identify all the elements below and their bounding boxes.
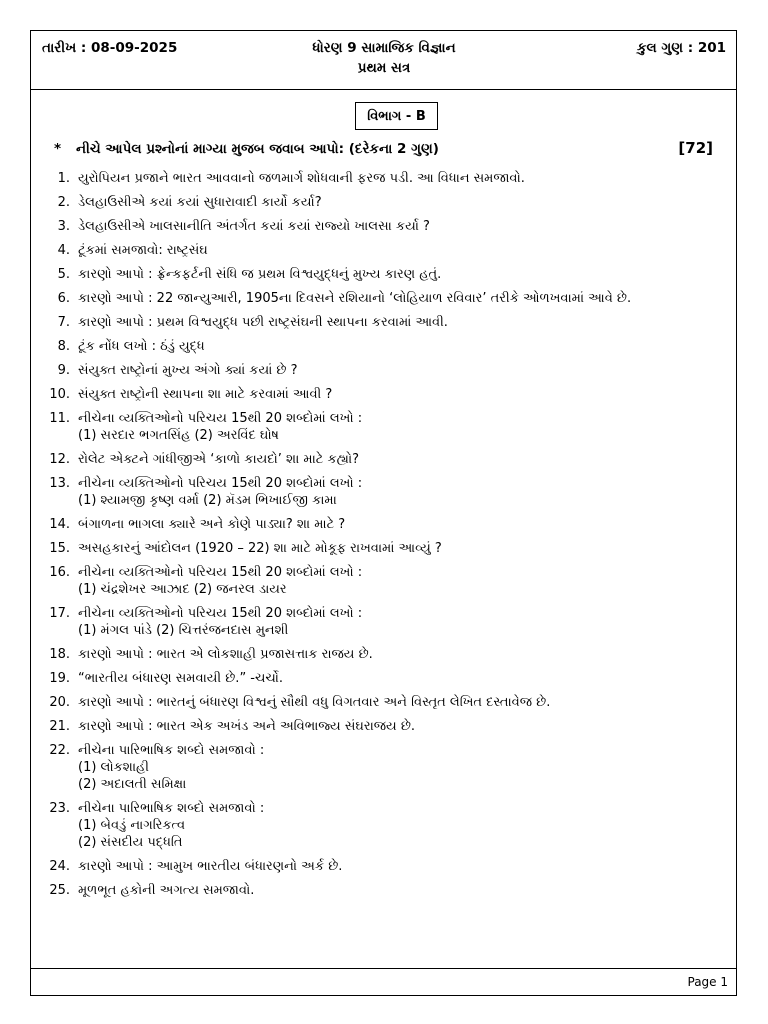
question-number: 11. (49, 411, 70, 426)
question-line: (2) અદાલતી સમિક્ષા (78, 777, 187, 792)
exam-date: તારીખ : 08-09-2025 (42, 40, 178, 56)
question-line: રોલેટ એક્ટને ગાંધીજીએ ‘કાળો કાયદો’ શા માટે કહ્યો? (78, 452, 360, 467)
question-text (78, 290, 730, 307)
question-line: કારણો આપો : ભારત એ લોકશાહી પ્રજાસત્તાક રાજય છે. (78, 647, 373, 662)
question-line: (2) સંસદીય પદ્ધતિ (78, 835, 183, 850)
header-divider (30, 89, 737, 90)
question-item (40, 858, 730, 875)
question-line: કારણો આપો : પ્રથમ વિશ્વયુદ્ધ પછી રાષ્ટ્રસંઘની સ્થાપના કરવામાં આવી. (78, 315, 448, 330)
question-text (78, 800, 730, 851)
question-item (40, 646, 730, 663)
question-line: કારણો આપો : ફ્રેન્કફર્ટની સંધિ જ પ્રથમ વિશ્વયુદ્ધનું મુખ્ય કારણ હતું. (78, 267, 442, 282)
question-line: ડેલહાઉસીએ ખાલસાનીતિ અંતર્ગત કયાં કયાં રાજ્યો ખાલસા કર્યા ? (78, 219, 430, 234)
question-number: 14. (49, 517, 70, 532)
question-line: (1) શ્યામજી કૃષ્ણ વર્મા (2) મૅડમ ભિખાઈજી કામા (78, 493, 337, 508)
question-number: 19. (49, 671, 70, 686)
question-line: નીચેના પારિભાષિક શબ્દો સમજાવો : (78, 801, 265, 816)
question-number: 15. (49, 541, 70, 556)
question-number: 8. (57, 339, 70, 354)
question-item (40, 670, 730, 687)
question-line: “ભારતીય બંધારણ સમવાયી છે.” -ચર્ચો. (78, 671, 284, 686)
question-line: ટૂંક નોંધ લખો : ઠંડું યુદ્ધ (78, 339, 205, 354)
question-number: 4. (57, 243, 70, 258)
question-item (40, 218, 730, 235)
question-text (78, 451, 730, 468)
question-number: 18. (49, 647, 70, 662)
question-text (78, 564, 730, 598)
question-number: 10. (49, 387, 70, 402)
question-text (78, 646, 730, 663)
question-text (78, 170, 730, 187)
question-number: 1. (57, 171, 70, 186)
question-number: 21. (49, 719, 70, 734)
question-text (78, 670, 730, 687)
question-number: 13. (49, 476, 70, 491)
question-line: ટૂંકમાં સમજાવો: રાષ્ટ્રસંઘ (78, 243, 208, 258)
question-text (78, 194, 730, 211)
question-item (40, 362, 730, 379)
question-line: (1) સરદાર ભગતસિંહ (2) અરવિંદ ઘોષ (78, 428, 279, 443)
question-line: અસહકારનું આંદોલન (1920 – 22) શા માટે મોકૂફ રાખવામાં આવ્યું ? (78, 541, 442, 556)
question-item (40, 540, 730, 557)
question-text (78, 362, 730, 379)
exam-semester: પ્રથમ સત્ર (357, 60, 411, 76)
question-number: 17. (49, 606, 70, 621)
instruction-text: નીચે આપેલ પ્રશ્નોનાં માગ્યા મુજબ જવાબ આપો: (દરેકના 2 ગુણ) (76, 141, 439, 157)
question-line: યુરોપિયન પ્રજાને ભારત આવવાનો જળમાર્ગ શોધવાની ફરજ પડી. આ વિધાન સમજાવો. (78, 171, 525, 186)
section-title: વિભાગ - B (355, 102, 438, 130)
question-item (40, 475, 730, 509)
question-item (40, 242, 730, 259)
question-item (40, 451, 730, 468)
question-text (78, 718, 730, 735)
bullet-star: * (54, 141, 62, 157)
question-line: (1) મંગલ પાંડે (2) ચિત્તરંજનદાસ મુનશી (78, 623, 289, 638)
question-item (40, 194, 730, 211)
question-list (40, 170, 730, 906)
page-number: Page 1 (687, 975, 728, 989)
question-text (78, 540, 730, 557)
question-number: 3. (57, 219, 70, 234)
question-number: 7. (57, 315, 70, 330)
question-number: 5. (57, 267, 70, 282)
question-line: નીચેના વ્યક્તિઓનો પરિચય 15થી 20 શબ્દોમાં લખો : (78, 565, 363, 580)
question-number: 12. (49, 452, 70, 467)
question-item (40, 290, 730, 307)
question-line: સંયુક્ત રાષ્ટ્રોની સ્થાપના શા માટે કરવામાં આવી ? (78, 387, 333, 402)
question-line: (1) બેવડું નાગરિકત્વ (78, 818, 186, 833)
question-line: કારણો આપો : આમુખ ભારતીય બંધારણનો અર્ક છે. (78, 859, 343, 874)
question-item (40, 170, 730, 187)
question-line: નીચેના પારિભાષિક શબ્દો સમજાવો : (78, 743, 265, 758)
question-line: (1) લોકશાહી (78, 760, 149, 775)
question-number: 23. (49, 801, 70, 816)
question-line: કારણો આપો : ભારત એક અખંડ અને અવિભાજ્ય સંઘરાજય છે. (78, 719, 416, 734)
exam-subject: ધોરણ 9 સામાજિક વિજ્ઞાન (312, 40, 456, 56)
question-line: નીચેના વ્યક્તિઓનો પરિચય 15થી 20 શબ્દોમાં લખો : (78, 411, 363, 426)
question-line: ડેલહાઉસીએ કયાં કયાં સુધારાવાદી કાર્યો કર્યા? (78, 195, 322, 210)
question-line: બંગાળના ભાગલા ક્યારે અને કોણે પાડ્યા? શા માટે ? (78, 517, 346, 532)
question-line: કારણો આપો : ભારતનું બંધારણ વિશ્વનું સૌથી વધુ વિગતવાર અને વિસ્તૃત લેખિત દસ્તાવેજ છે. (78, 695, 551, 710)
question-line: સંયુક્ત રાષ્ટ્રોનાં મુખ્ય અંગો ક્યાં કયાં છે ? (78, 363, 298, 378)
question-line: મૂળભૂત હકોની અગત્ય સમજાવો. (78, 883, 255, 898)
question-text (78, 266, 730, 283)
question-text (78, 605, 730, 639)
question-text (78, 742, 730, 793)
question-text (78, 882, 730, 899)
instruction-line (54, 141, 439, 157)
section-marks: [72] (678, 139, 713, 157)
question-text (78, 218, 730, 235)
question-text (78, 410, 730, 444)
question-line: નીચેના વ્યક્તિઓનો પરિચય 15થી 20 શબ્દોમાં લખો : (78, 606, 363, 621)
question-number: 22. (49, 743, 70, 758)
question-item (40, 338, 730, 355)
question-number: 20. (49, 695, 70, 710)
question-item (40, 694, 730, 711)
question-number: 2. (57, 195, 70, 210)
question-line: નીચેના વ્યક્તિઓનો પરિચય 15થી 20 શબ્દોમાં લખો : (78, 476, 363, 491)
question-text (78, 475, 730, 509)
question-item (40, 266, 730, 283)
question-item (40, 718, 730, 735)
question-number: 16. (49, 565, 70, 580)
question-line: કારણો આપો : 22 જાન્યુઆરી, 1905ના દિવસને રશિયાનો ‘લોહિયાળ રવિવાર’ તરીકે ઓળખવામાં આવે છે. (78, 291, 632, 306)
question-text (78, 386, 730, 403)
total-marks: કુલ ગુણ : 201 (636, 40, 726, 56)
question-number: 25. (49, 883, 70, 898)
question-text (78, 516, 730, 533)
question-item (40, 410, 730, 444)
question-text (78, 694, 730, 711)
question-item (40, 516, 730, 533)
question-item (40, 742, 730, 793)
question-number: 24. (49, 859, 70, 874)
question-text (78, 338, 730, 355)
question-item (40, 605, 730, 639)
question-item (40, 386, 730, 403)
question-number: 9. (57, 363, 70, 378)
footer-divider (30, 968, 737, 969)
question-text (78, 858, 730, 875)
question-line: (1) ચંદ્રશેખર આઝાદ (2) જનરલ ડાયર (78, 582, 287, 597)
question-number: 6. (57, 291, 70, 306)
question-text (78, 314, 730, 331)
question-item (40, 882, 730, 899)
question-item (40, 314, 730, 331)
question-text (78, 242, 730, 259)
question-item (40, 800, 730, 851)
question-item (40, 564, 730, 598)
